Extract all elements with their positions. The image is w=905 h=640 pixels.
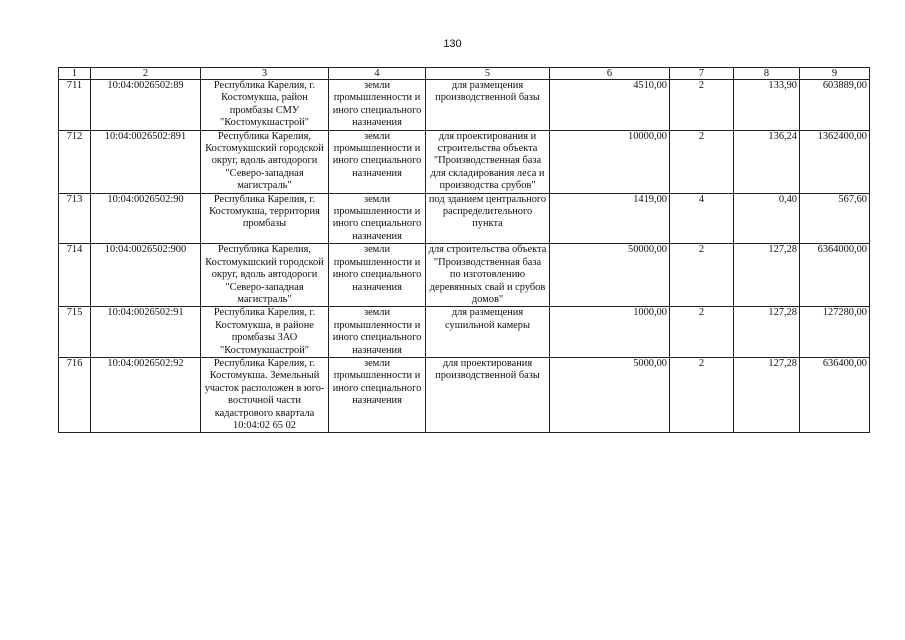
column-header: 6 [550, 68, 670, 80]
area-cell: 50000,00 [550, 244, 670, 307]
table-row [59, 80, 870, 131]
column-7-cell: 2 [670, 130, 734, 193]
rate-cell: 133,90 [734, 80, 800, 131]
value-cell: 1362400,00 [800, 130, 870, 193]
area-cell: 10000,00 [550, 130, 670, 193]
address-cell: Республика Карелия, г. Костомукша, в районе промбазы ЗАО "Костомукшастрой" [201, 307, 329, 358]
table-row [59, 130, 870, 193]
table-row [59, 193, 870, 244]
permitted-use-cell: под зданием центрального распределительного пункта [426, 193, 550, 244]
cadastral-number: 10:04:0026502:92 [91, 357, 201, 432]
cadastral-number: 10:04:0026502:900 [91, 244, 201, 307]
address-cell: Республика Карелия, г. Костомукша. Земельный участок расположен в юго-восточной части кадастрового квартала 10:04:02 65 02 [201, 357, 329, 432]
area-cell: 4510,00 [550, 80, 670, 131]
column-header: 8 [734, 68, 800, 80]
address-cell: Республика Карелия, г. Костомукша, район промбазы СМУ "Костомукшастрой" [201, 80, 329, 131]
table-row [59, 244, 870, 307]
value-cell: 567,60 [800, 193, 870, 244]
land-category-cell: земли промышленности и иного специального назначения [329, 130, 426, 193]
column-7-cell: 2 [670, 80, 734, 131]
area-cell: 1419,00 [550, 193, 670, 244]
cadastral-number: 10:04:0026502:89 [91, 80, 201, 131]
column-header: 4 [329, 68, 426, 80]
value-cell: 6364000,00 [800, 244, 870, 307]
column-header: 5 [426, 68, 550, 80]
column-header: 2 [91, 68, 201, 80]
column-header: 9 [800, 68, 870, 80]
land-category-cell: земли промышленности и иного специального назначения [329, 244, 426, 307]
column-header: 3 [201, 68, 329, 80]
page-number: 130 [443, 38, 462, 50]
column-header: 7 [670, 68, 734, 80]
row-number: 715 [59, 307, 91, 358]
value-cell: 127280,00 [800, 307, 870, 358]
permitted-use-cell: для проектирования производственной базы [426, 357, 550, 432]
column-7-cell: 2 [670, 357, 734, 432]
address-cell: Республика Карелия, г. Костомукша, территория промбазы [201, 193, 329, 244]
area-cell: 1000,00 [550, 307, 670, 358]
cadastral-number: 10:04:0026502:891 [91, 130, 201, 193]
land-category-cell: земли промышленности и иного специального назначения [329, 307, 426, 358]
row-number: 711 [59, 80, 91, 131]
land-category-cell: земли промышленности и иного специального назначения [329, 193, 426, 244]
land-registry-table [58, 67, 870, 433]
row-number: 712 [59, 130, 91, 193]
value-cell: 603889,00 [800, 80, 870, 131]
permitted-use-cell: для размещения производственной базы [426, 80, 550, 131]
area-cell: 5000,00 [550, 357, 670, 432]
rate-cell: 127,28 [734, 244, 800, 307]
row-number: 716 [59, 357, 91, 432]
table-row [59, 307, 870, 358]
column-number-row [59, 68, 870, 80]
column-7-cell: 2 [670, 244, 734, 307]
address-cell: Республика Карелия, Костомукшский городской округ, вдоль автодороги "Северо-западная магистраль" [201, 244, 329, 307]
permitted-use-cell: для размещения сушильной камеры [426, 307, 550, 358]
column-7-cell: 2 [670, 307, 734, 358]
column-7-cell: 4 [670, 193, 734, 244]
column-header: 1 [59, 68, 91, 80]
rate-cell: 0,40 [734, 193, 800, 244]
cadastral-number: 10:04:0026502:90 [91, 193, 201, 244]
land-category-cell: земли промышленности и иного специального назначения [329, 80, 426, 131]
value-cell: 636400,00 [800, 357, 870, 432]
permitted-use-cell: для строительства объекта "Производственная база по изготовлению деревянных свай и срубов домов" [426, 244, 550, 307]
row-number: 714 [59, 244, 91, 307]
permitted-use-cell: для проектирования и строительства объекта "Производственная база для складирования леса и производства срубов" [426, 130, 550, 193]
rate-cell: 127,28 [734, 357, 800, 432]
rate-cell: 136,24 [734, 130, 800, 193]
row-number: 713 [59, 193, 91, 244]
rate-cell: 127,28 [734, 307, 800, 358]
land-category-cell: земли промышленности и иного специального назначения [329, 357, 426, 432]
cadastral-number: 10:04:0026502:91 [91, 307, 201, 358]
table-row [59, 357, 870, 432]
address-cell: Республика Карелия, Костомукшский городской округ, вдоль автодороги "Северо-западная магистраль" [201, 130, 329, 193]
